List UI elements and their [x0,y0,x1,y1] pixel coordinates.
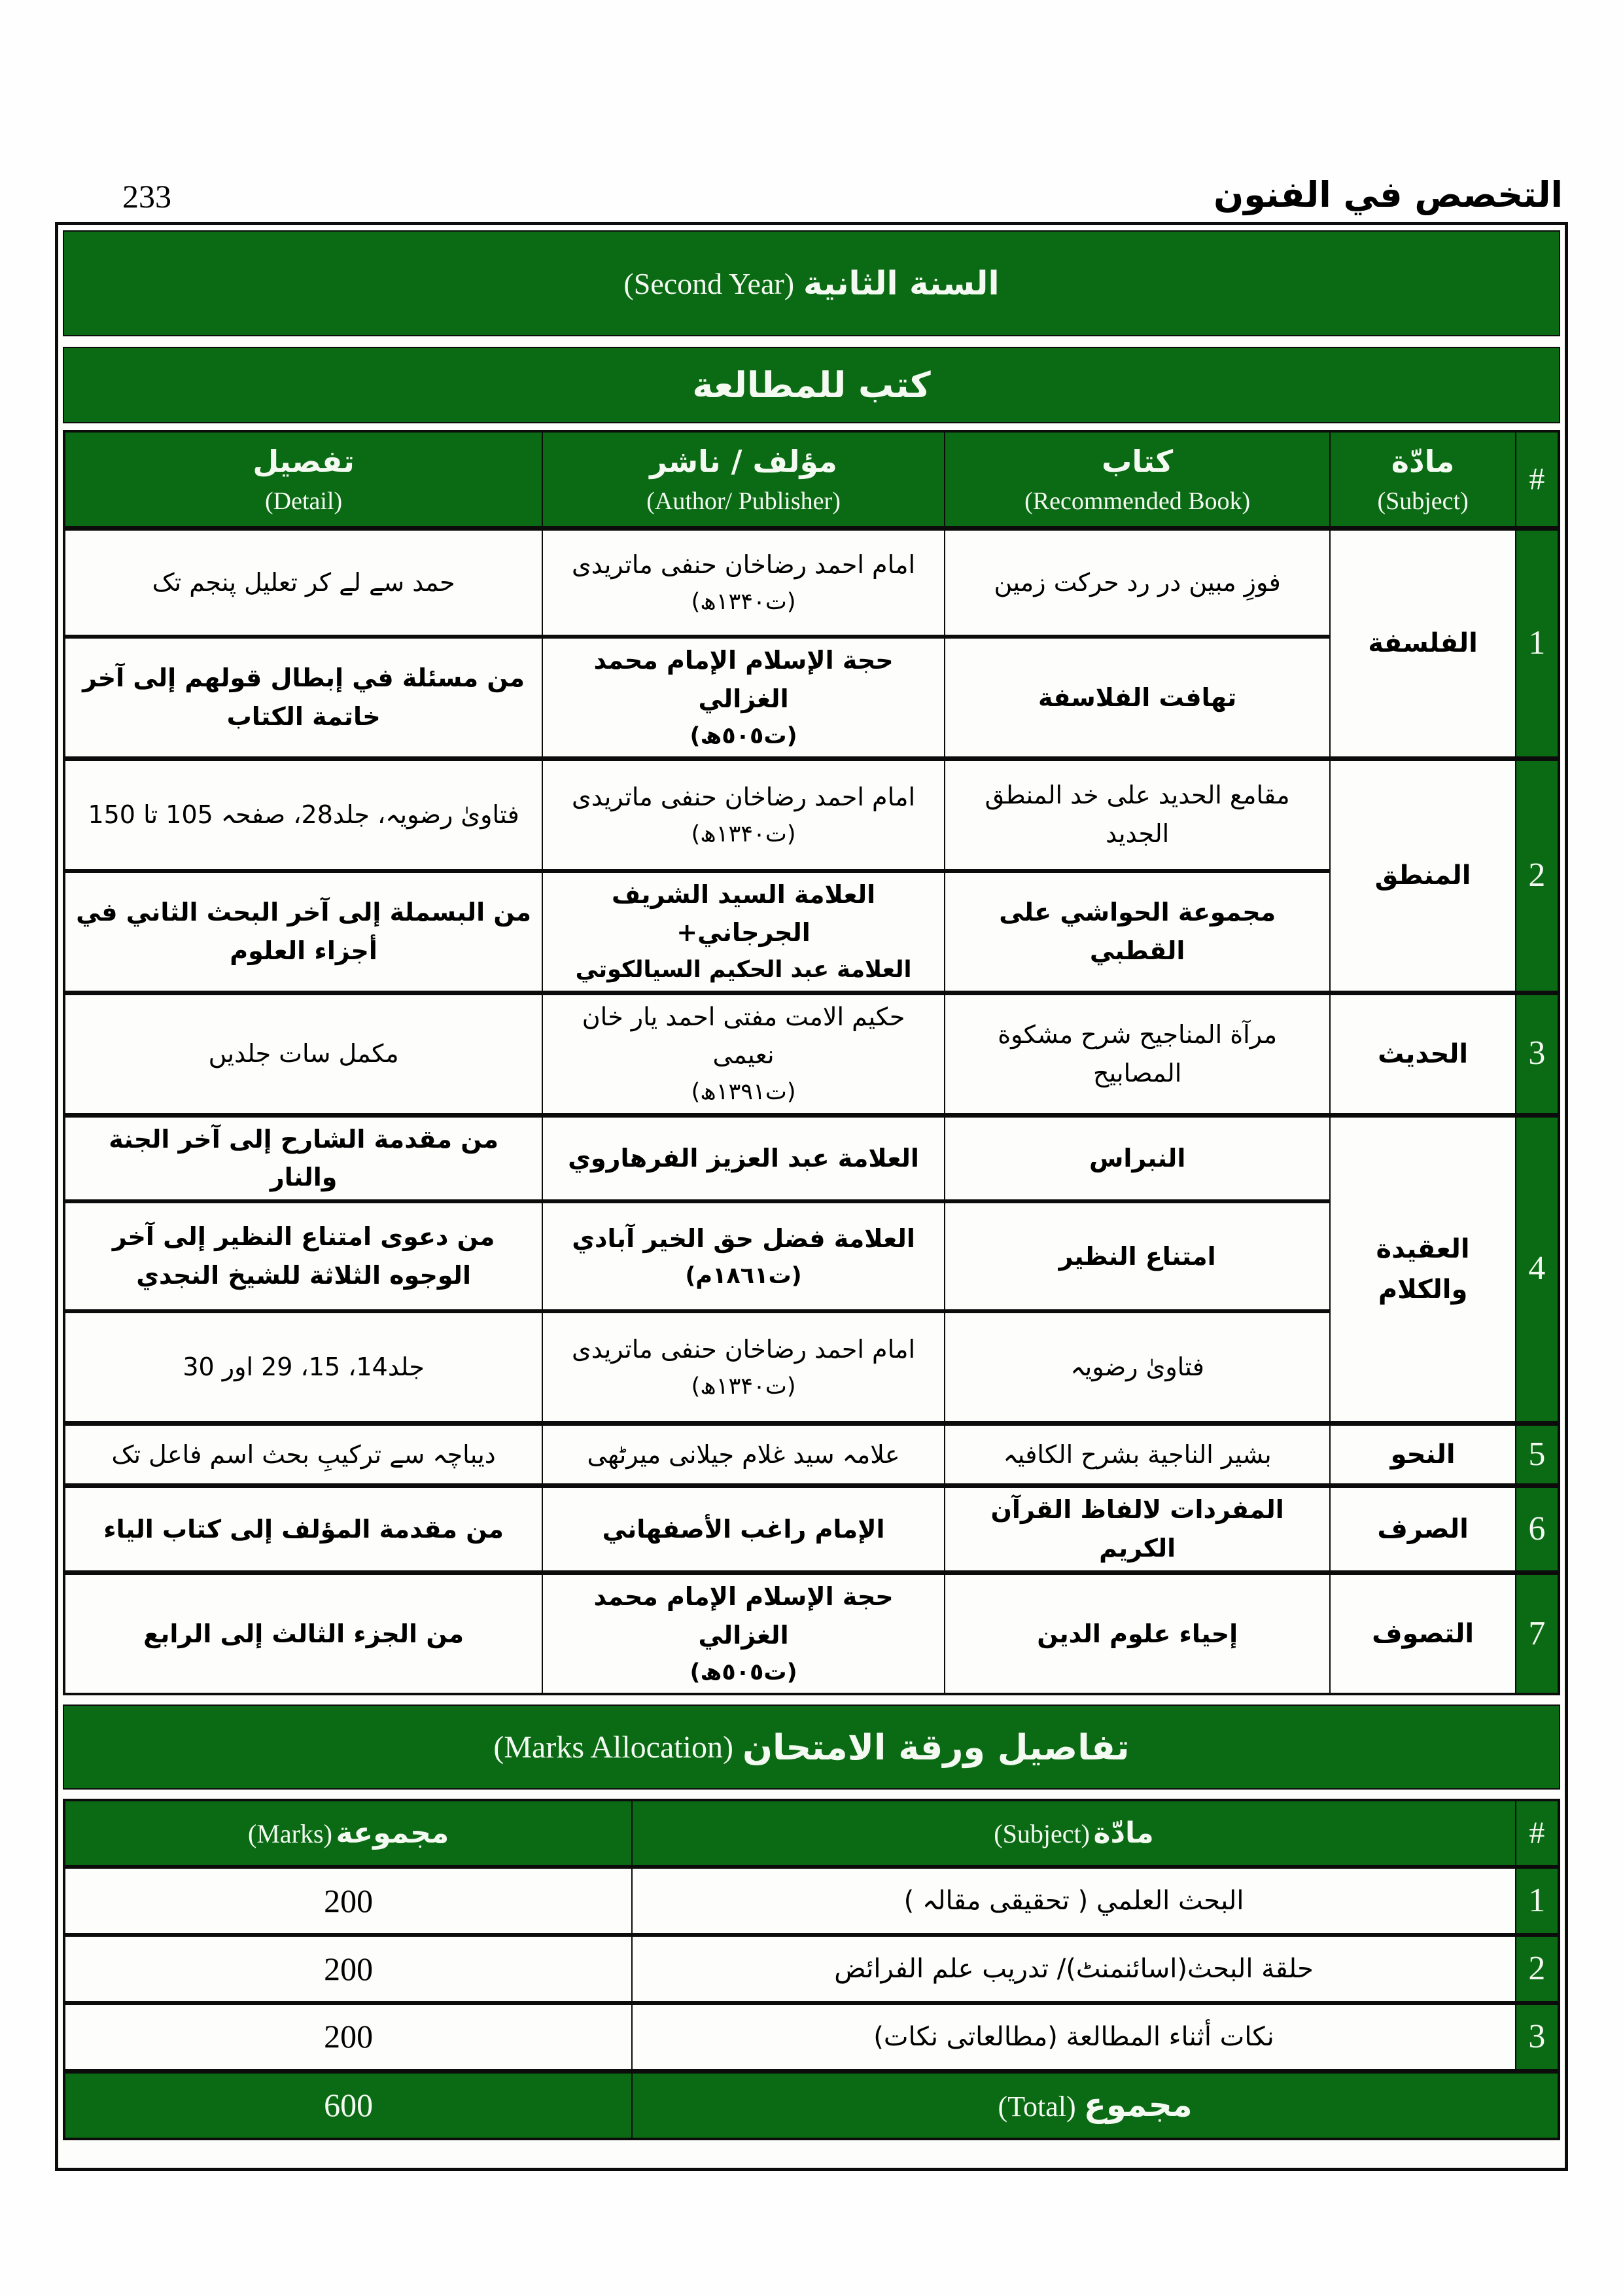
page-header [60,134,1563,213]
author-name: الإمام راغب الأصفهاني [602,1514,885,1544]
book-cell: بشیر الناجیة بشرح الکافیہ [945,1423,1331,1486]
author-cell [542,528,945,637]
book-cell: المفردات لالفاظ القرآن الكريم [945,1486,1331,1573]
col-header-subject-english: (Subject) [1377,487,1469,516]
marks-col-header-subject-arabic: مادّة [1093,1816,1154,1850]
marks-table [63,1799,1560,2140]
table-row [64,1486,1559,1573]
marks-value-cell: 200 [64,2003,632,2071]
detail-cell: من دعوى امتناع النظير إلى آخر الوجوه الثلاثة للشيخ النجدي [64,1201,542,1311]
author-name: حجة الإسلام الإمام محمد الغزالي [593,1582,894,1650]
detail-cell: من البسملة إلى آخر البحث الثاني في أجزاء العلوم [64,871,542,993]
marks-row-number: 3 [1516,2003,1559,2071]
table-row [64,1423,1559,1486]
author-name: امام احمد رضاخان حنفی ماتریدی [572,782,916,811]
table-row [64,1115,1559,1201]
subject-cell: الصرف [1330,1486,1515,1573]
col-header-subject-arabic: مادّة [1391,444,1455,480]
book-cell: تهافت الفلاسفة [945,637,1331,759]
row-number: 1 [1516,528,1559,759]
col-header-author-english: (Author/ Publisher) [646,487,841,516]
col-header-detail-arabic: تفصيل [253,444,355,480]
detail-cell: من مقدمة الشارح إلى آخر الجنة والنار [64,1115,542,1201]
row-number: 3 [1516,993,1559,1115]
frame-bottom-spacer [63,2140,1560,2168]
book-cell: مجموعة الحواشي على القطبي [945,871,1331,993]
author-name-2: العلامة عبد الحكيم السيالكوتي [575,957,912,983]
book-cell: فوزِ مبین در رد حرکت زمین [945,528,1331,637]
page-number: 233 [122,178,171,215]
col-header-detail [64,431,542,528]
books-banner [63,347,1560,423]
book-cell: مرآة المناجيح شرح مشكوة المصابيح [945,993,1331,1115]
author-cell [542,1423,945,1486]
year-banner-english: (Second Year) [623,266,795,300]
author-name: العلامة السيد الشريف الجرجاني+ [611,879,876,947]
book-cell: إحياء علوم الدين [945,1573,1331,1695]
author-name: امام احمد رضاخان حنفی ماتریدی [572,1335,916,1364]
detail-cell: جلد14، 15، 29 اور 30 [64,1311,542,1423]
author-cell [542,637,945,759]
book-cell: النبراس [945,1115,1331,1201]
detail-cell: فتاویٰ رضویہ، جلد28، صفحہ 105 تا 150 [64,759,542,871]
marks-total-label-arabic: مجموع [1083,2086,1193,2125]
col-header-book-arabic: كتاب [1102,444,1174,480]
marks-col-header-marks-english: (Marks) [248,1819,332,1849]
marks-banner [63,1704,1560,1790]
col-header-subject [1330,431,1515,528]
marks-row [64,2003,1559,2071]
marks-subject-cell: البحث العلمي ( تحقیقی مقالہ ) [632,1867,1515,1935]
marks-row [64,1935,1559,2003]
marks-row-number: 1 [1516,1867,1559,1935]
table-row [64,528,1559,637]
detail-cell: مکمل سات جلدیں [64,993,542,1115]
page-title: التخصص في الفنون [1213,174,1563,215]
author-cell [542,1486,945,1573]
marks-subject-cell: حلقة البحث(اسائنمنٹ)/ تدريب علم الفرائض [632,1935,1515,2003]
subject-cell: العقيدة والكلام [1330,1115,1515,1423]
author-cell [542,993,945,1115]
detail-cell: من مقدمة المؤلف إلى كتاب الياء [64,1486,542,1573]
author-death-year: (ت۱۳۴۰ھ) [691,821,796,847]
books-header-row [64,431,1559,528]
author-cell [542,1573,945,1695]
year-banner [63,230,1560,336]
detail-cell: دیباچہ سے ترکیبِ بحث اسم فاعل تک [64,1423,542,1486]
author-name: حکیم الامت مفتی احمد یار خان نعیمی [582,1002,905,1070]
row-number: 2 [1516,759,1559,993]
marks-banner-english: (Marks Allocation) [493,1729,733,1765]
detail-cell: من مسئلة في إبطال قولهم إلى آخر خاتمة الكتاب [64,637,542,759]
author-name: العلامة فضل حق الخير آبادي [572,1224,915,1253]
marks-col-header-number: # [1516,1800,1559,1867]
subject-cell: المنطق [1330,759,1515,993]
marks-header-row [64,1800,1559,1867]
marks-col-header-subject [632,1800,1515,1867]
row-number: 4 [1516,1115,1559,1423]
marks-subject-cell: نكات أثناء المطالعة (مطالعاتی نکات) [632,2003,1515,2071]
book-cell: فتاویٰ رضویہ [945,1311,1331,1423]
subject-cell: الحديث [1330,993,1515,1115]
table-row [64,993,1559,1115]
marks-row-number: 2 [1516,1935,1559,2003]
book-cell: امتناع النظير [945,1201,1331,1311]
books-table [63,430,1560,1695]
marks-total-label-english: (Total) [998,2091,1076,2123]
author-cell [542,1115,945,1201]
marks-banner-arabic: تفاصيل ورقة الامتحان [742,1726,1130,1768]
table-row [64,759,1559,871]
subject-cell: الفلسفة [1330,528,1515,759]
marks-total-value-cell: 600 [64,2071,632,2139]
col-header-detail-english: (Detail) [265,487,343,516]
marks-total-label-cell [632,2071,1559,2139]
marks-col-header-subject-english: (Subject) [994,1819,1090,1849]
col-header-author-arabic: مؤلف / ناشر [650,444,837,480]
col-header-book [945,431,1331,528]
row-number: 7 [1516,1573,1559,1695]
row-number: 6 [1516,1486,1559,1573]
author-death-year: (ت۱۳۴۰ھ) [691,588,796,615]
table-row [64,1573,1559,1695]
author-cell [542,759,945,871]
author-cell [542,1311,945,1423]
marks-col-header-marks-arabic: مجموعة [336,1816,449,1850]
books-banner-label: كتب للمطالعة [692,364,931,406]
row-number: 5 [1516,1423,1559,1486]
marks-col-header-marks [64,1800,632,1867]
author-name: العلامة عبد العزيز الفرهاروي [568,1144,919,1173]
marks-total-row [64,2071,1559,2139]
book-cell: مقامع الحديد على خد المنطق الجديد [945,759,1331,871]
marks-value-cell: 200 [64,1867,632,1935]
subject-cell: النحو [1330,1423,1515,1486]
author-death-year: (ت۱۳۹۱ھ) [691,1079,796,1106]
author-death-year: (ت١٨٦١م) [685,1262,802,1289]
detail-cell: حمد سے لے کر تعلیل پنجم تک [64,528,542,637]
detail-cell: من الجزء الثالث إلى الرابع [64,1573,542,1695]
author-death-year: (ت۱۳۴۰ھ) [691,1373,796,1400]
year-banner-arabic: السنة الثانية [803,264,1000,302]
author-cell [542,1201,945,1311]
col-header-number: # [1516,431,1559,528]
col-header-author [542,431,945,528]
author-name: علامہ سید غلام جیلانی میرٹھی [587,1439,900,1469]
author-death-year: (ت٥٠٥ھ) [689,1659,797,1686]
author-name: امام احمد رضاخان حنفی ماتریدی [572,550,916,579]
author-death-year: (ت٥٠٥ھ) [689,722,797,749]
col-header-book-english: (Recommended Book) [1024,487,1251,516]
author-name: حجة الإسلام الإمام محمد الغزالي [593,646,894,713]
marks-value-cell: 200 [64,1935,632,2003]
curriculum-frame [55,222,1568,2171]
marks-row [64,1867,1559,1935]
subject-cell: التصوف [1330,1573,1515,1695]
author-cell [542,871,945,993]
